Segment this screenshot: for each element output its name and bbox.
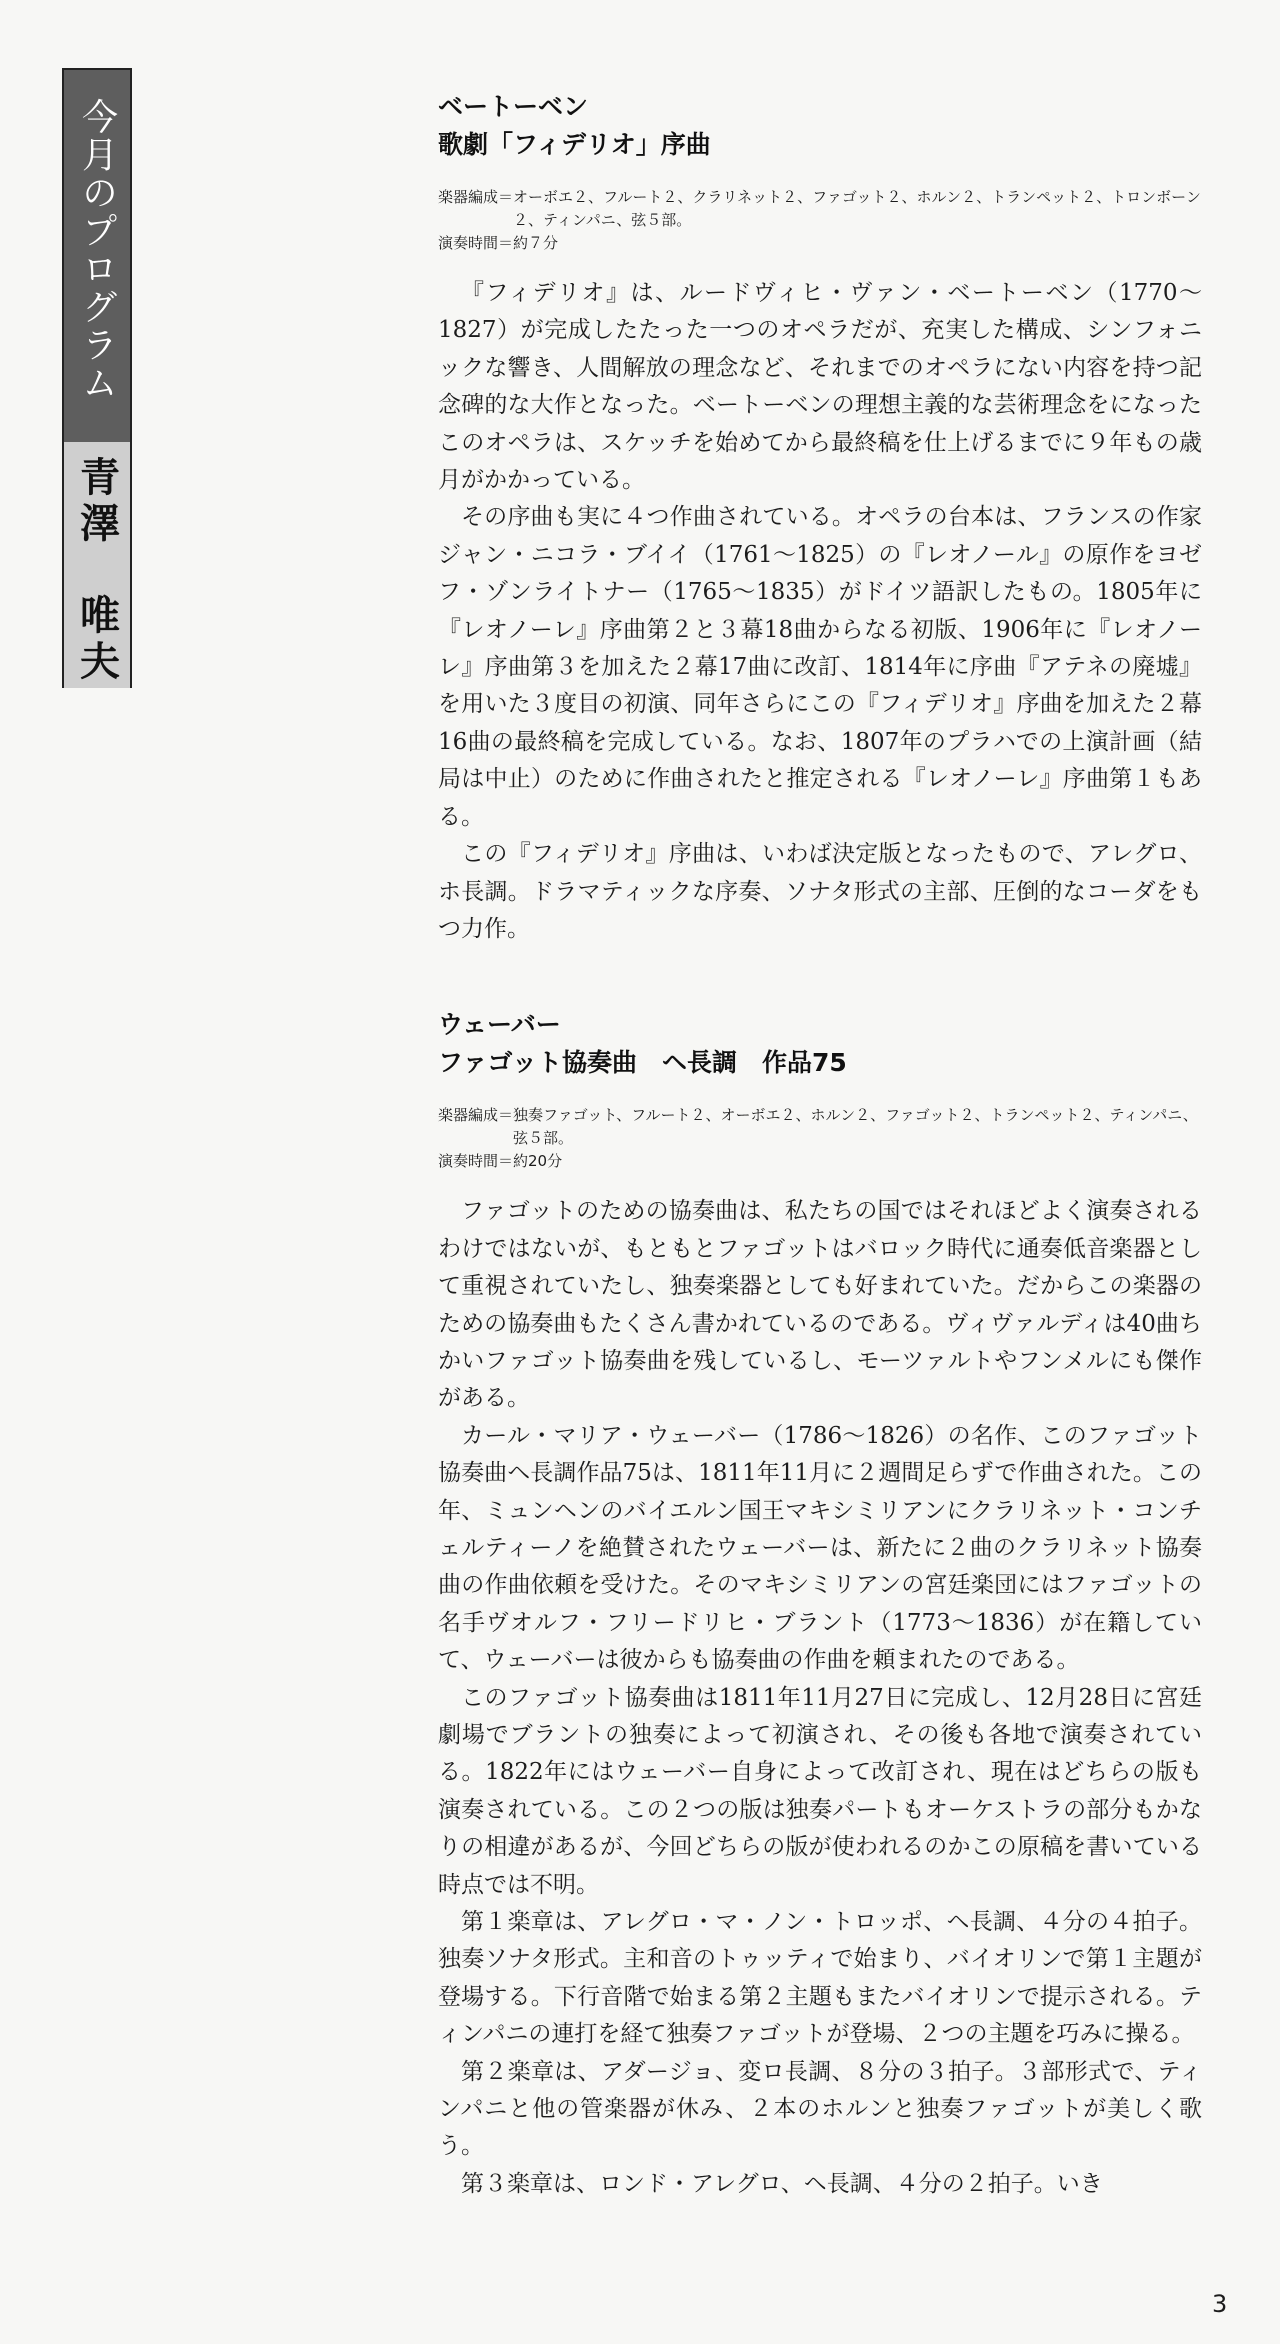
program-sidebar-box <box>62 68 132 688</box>
program-heading: 今月のプログラム <box>64 70 130 442</box>
page-number: 3 <box>1212 2290 1228 2318</box>
piece-composer: ウェーバー <box>438 1010 561 1040</box>
author-name: 青澤 唯夫 <box>64 442 130 688</box>
instrumentation-value: オーボエ２、フルート２、クラリネット２、ファゴット２、ホルン２、トランペット２、トロンボーン２、ティンパニ、弦５部。 <box>513 188 1201 229</box>
duration-value: 約20分 <box>513 1152 563 1171</box>
paragraph: 第３楽章は、ロンド・アレグロ、ヘ長調、４分の２拍子。いき <box>461 2170 1103 2197</box>
paragraph: ファゴットのための協奏曲は、私たちの国ではそれほどよく演奏されるわけではないが、もともとファゴットはバロック時代に通奏低音楽器として重視されていたし、独奏楽器としても好まれていた。だからこの楽器のための協奏曲もたくさん書かれているのである。ヴィヴァルディは40曲ちかいファゴット協奏曲を残しているし、モーツァルトやフンメルにも傑作がある。 <box>438 1198 1202 1412</box>
piece-title: 歌劇「フィデリオ」序曲 <box>438 130 711 159</box>
piece-description <box>438 275 1202 948</box>
piece-section-weber <box>438 1006 1202 2203</box>
paragraph: 『フィデリオ』は、ルードヴィヒ・ヴァン・ベートーベン（1770～1827）が完成したたった一つのオペラだが、充実した構成、シンフォニックな響き、人間解放の理念など、それまでのオペラにない内容を持つ記念碑的な大作となった。ベートーベンの理想主義的な芸術理念をになったこのオペラは、スケッチを始めてから最終稿を仕上げるまでに９年もの歳月がかかっている。 <box>438 280 1202 494</box>
duration-value: 約７分 <box>513 234 559 252</box>
piece-description <box>438 1193 1202 2203</box>
piece-title: ファゴット協奏曲 ヘ長調 作品75 <box>438 1048 847 1078</box>
piece-section-beethoven <box>438 88 1202 948</box>
duration-label: 演奏時間＝ <box>438 234 514 252</box>
instrumentation-value: 独奏ファゴット、フルート２、オーボエ２、ホルン２、ファゴット２、トランペット２、ティンパニ、弦５部。 <box>513 1106 1198 1148</box>
duration-label: 演奏時間＝ <box>438 1152 514 1171</box>
paragraph: その序曲も実に４つ作曲されている。オペラの台本は、フランスの作家ジャン・ニコラ・ブイイ（1761～1825）の『レオノール』の原作をヨゼフ・ゾンライトナー（1765～1835）がドイツ語訳したもの。1805年に『レオノーレ』序曲第２と３幕18曲からなる初版、1906年に『レオノーレ』序曲第３を加えた２幕17曲に改訂、1814年に序曲『アテネの廃墟』を用いた３度目の初演、同年さらにこの『フィデリオ』序曲を加えた２幕16曲の最終稿を完成している。なお、1807年のプラハでの上演計画（結局は中止）のために作曲されたと推定される『レオノーレ』序曲第１もある。 <box>438 504 1202 830</box>
paragraph: この『フィデリオ』序曲は、いわば決定版となったもので、アレグロ、ホ長調。ドラマティックな序奏、ソナタ形式の主部、圧倒的なコーダをもつ力作。 <box>438 841 1202 942</box>
piece-composer: ベートーベン <box>438 92 589 121</box>
main-content <box>438 88 1202 2203</box>
paragraph: カール・マリア・ウェーバー（1786～1826）の名作、このファゴット協奏曲ヘ長調作品75は、1811年11月に２週間足らずで作曲された。この年、ミュンヘンのバイエルン国王マキシミリアンにクラリネット・コンチェルティーノを絶賛されたウェーバーは、新たに２曲のクラリネット協奏曲の作曲依頼を受けた。そのマキシミリアンの宮廷楽団にはファゴットの名手ヴオルフ・フリードリヒ・ブラント（1773～1836）が在籍していて、ウェーバーは彼からも協奏曲の作曲を頼まれたのである。 <box>438 1422 1202 1674</box>
paragraph: このファゴット協奏曲は1811年11月27日に完成し、12月28日に宮廷劇場でブラントの独奏によって初演され、その後も各地で演奏されている。1822年にはウェーバー自身によって改訂され、現在はどちらの版も演奏されている。この２つの版は独奏パートもオーケストラの部分もかなりの相違があるが、今回どちらの版が使われるのかこの原稿を書いている時点では不明。 <box>438 1684 1202 1898</box>
piece-info <box>438 1104 1202 1173</box>
instrumentation-label: 楽器編成＝ <box>438 1106 514 1125</box>
paragraph: 第２楽章は、アダージョ、変ロ長調、８分の３拍子。３部形式で、ティンパニと他の管楽器が休み、２本のホルンと独奏ファゴットが美しく歌う。 <box>438 2058 1202 2160</box>
paragraph: 第１楽章は、アレグロ・マ・ノン・トロッポ、ヘ長調、４分の４拍子。独奏ソナタ形式。主和音のトゥッティで始まり、バイオリンで第１主題が登場する。下行音階で始まる第２主題もまたバイオリンで提示される。ティンパニの連打を経て独奏ファゴットが登場、２つの主題を巧みに操る。 <box>438 1909 1202 2048</box>
instrumentation-label: 楽器編成＝ <box>438 188 514 206</box>
piece-info <box>438 186 1202 255</box>
